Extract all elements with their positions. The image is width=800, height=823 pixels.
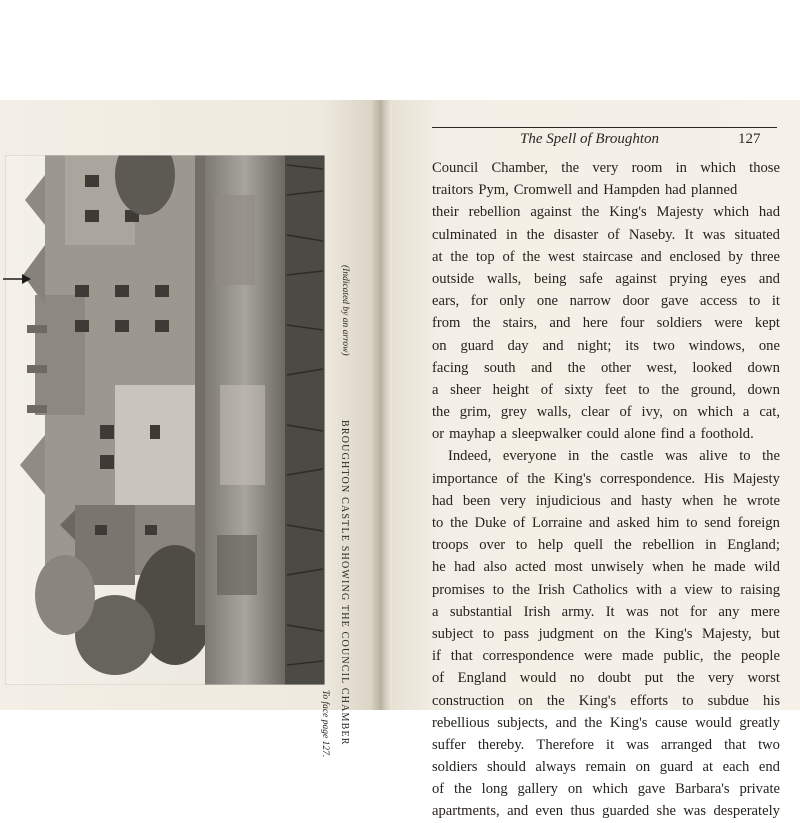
text-line: importance of the King's correspondence. His Majesty <box>432 470 780 487</box>
text-line: subject to pass judgment on the King's Majesty, but <box>432 625 780 642</box>
text-line: rebellious subjects, and the King's cause would greatly <box>432 714 780 731</box>
text-line: from the stairs, and here four soldiers were kept <box>432 315 780 332</box>
text-line: a substantial Irish army. It was not for any mere <box>432 603 780 620</box>
text-line: their rebellion against the King's Majesty which had <box>432 204 780 221</box>
header-rule <box>432 127 777 128</box>
text-line: outside walls, being safe against prying eyes and <box>432 270 780 287</box>
text-line: at the top of the west staircase and enclosed by three <box>432 248 780 265</box>
text-line: the grim, grey walls, clear of ivy, on which a cat, <box>432 404 780 421</box>
plate-caption: BROUGHTON CASTLE SHOWING THE COUNCIL CHAMBER <box>339 420 350 746</box>
text-line: had been very injudicious and hasty when he wrote <box>432 492 780 509</box>
text-line: construction on the King's efforts to subdue his <box>432 692 780 709</box>
text-line: if that correspondence were made public, the people <box>432 648 780 665</box>
text-line: soldiers should always remain on guard at each end <box>432 759 780 776</box>
text-line: of England would no doubt put the very worst <box>432 670 780 687</box>
book-gutter <box>372 100 392 710</box>
running-head: The Spell of Broughton <box>520 131 660 147</box>
text-line: he had also acted most unwisely when he made wild <box>432 559 780 576</box>
text-line: apartments, and even thus guarded she was desperately <box>432 803 780 820</box>
text-line: of the long gallery on which gave Barbara's private <box>432 781 780 798</box>
left-page <box>0 100 378 758</box>
castle-photograph <box>5 155 325 685</box>
text-line: on guard day and night; its two windows, one <box>432 337 780 354</box>
text-line: Council Chamber, the very room in which those <box>432 160 780 176</box>
body-text <box>432 157 780 823</box>
text-line: promises to the Irish Catholics with a view to raising <box>432 581 780 598</box>
castle-photograph-image <box>5 155 325 685</box>
text-line: troops over to help quell the rebellion in England; <box>432 537 780 554</box>
text-line: or mayhap a sleepwalker could alone find a foothold. <box>432 426 754 443</box>
text-line: Indeed, everyone in the castle was alive to the <box>448 448 780 465</box>
plate-caption-note: (Indicated by an arrow) <box>340 265 350 356</box>
text-line: culminated in the disaster of Naseby. It was situated <box>432 226 780 243</box>
text-line: a sheer height of sixty feet to the ground, down <box>432 381 780 398</box>
text-line: ears, for only one narrow door gave access to it <box>432 293 780 310</box>
page-number: 127 <box>738 131 761 147</box>
text-line: traitors Pym, Cromwell and Hampden had planned <box>432 182 738 199</box>
text-line: facing south and the other west, looked down <box>432 359 780 376</box>
text-line: suffer thereby. Therefore it was arranged that two <box>432 736 780 753</box>
to-face-note: To face page 127. <box>320 690 330 758</box>
arrow-icon <box>3 272 31 286</box>
text-line: to the Duke of Lorraine and asked him to send foreign <box>432 515 780 531</box>
